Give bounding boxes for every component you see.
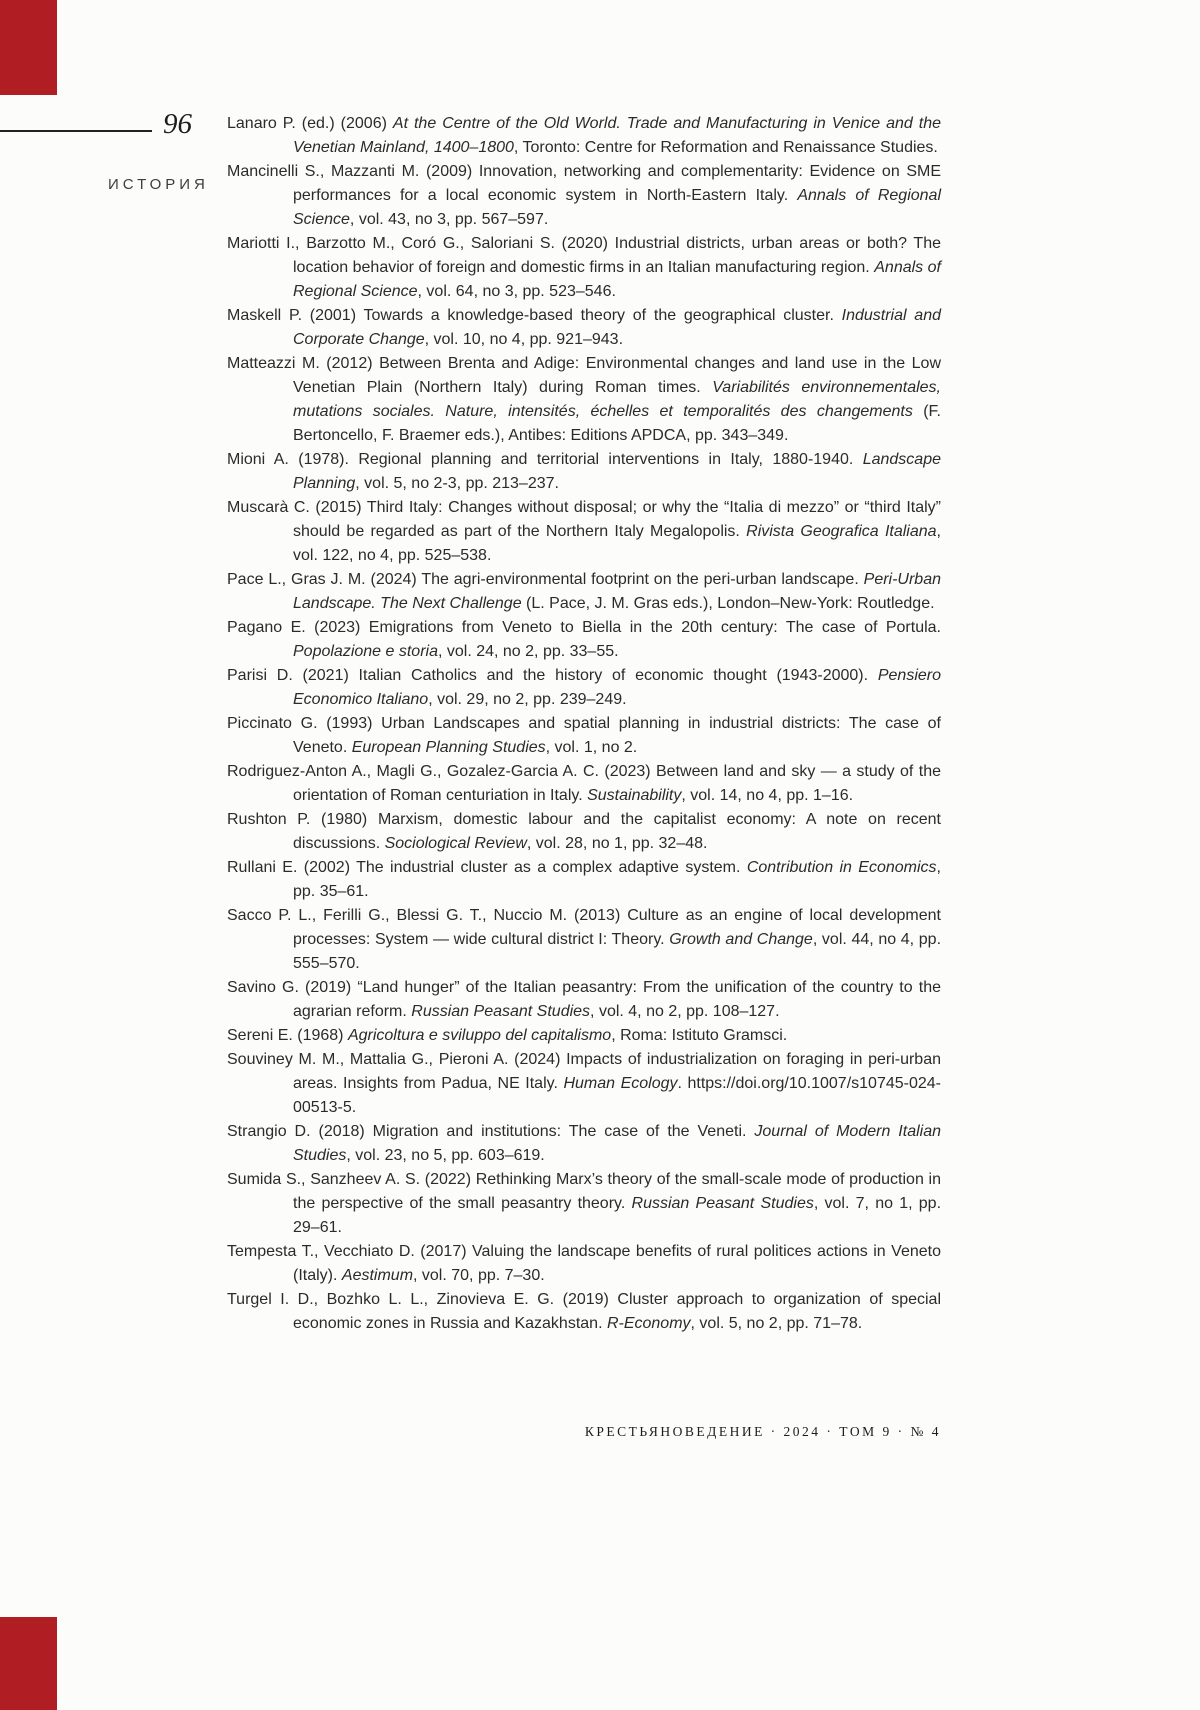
section-label: ИСТОРИЯ [108,176,209,193]
reference-text-segment: Mioni A. (1978). Regional planning and territorial interventions in Italy, 1880-1940. [227,451,863,468]
red-corner-top-decoration [0,0,57,95]
reference-text-segment: , vol. 23, no 5, pp. 603–619. [346,1147,545,1164]
reference-entry [227,1120,941,1168]
references-list [227,112,941,1336]
reference-text-segment: , vol. 70, pp. 7–30. [413,1267,545,1284]
reference-title-segment: Agricoltura e sviluppo del capitalismo [347,1027,612,1044]
reference-text-segment: , vol. 44, no 4, pp. 555–570. [293,931,942,972]
reference-text-segment: , vol. 28, no 1, pp. 32–48. [526,835,708,852]
reference-entry [227,1048,941,1120]
reference-title-segment: Contribution in Economics [746,859,937,876]
reference-text-segment: , vol. 29, no 2, pp. 239–249. [428,691,627,708]
reference-title-segment: Annals of Regional Science [293,187,942,228]
reference-text-segment: Sumida S., Sanzheev A. S. (2022) Rethinking Marx’s theory of the small-scale mode of production in the perspective of the small peasantry theory. [227,1171,941,1212]
red-corner-bottom-decoration [0,1617,57,1710]
reference-title-segment: European Planning Studies [351,739,546,756]
reference-text-segment: , vol. 4, no 2, pp. 108–127. [590,1003,780,1020]
reference-text-segment: Parisi D. (2021) Italian Catholics and the history of economic thought (1943-2000). [227,667,878,684]
reference-text-segment: Rodriguez-Anton A., Magli G., Gozalez-Garcia A. C. (2023) Between land and sky — a study of the orientation of Roman centuriation in Italy. [227,763,941,804]
reference-entry [227,1240,941,1288]
reference-text-segment: Maskell P. (2001) Towards a knowledge-based theory of the geographical cluster. [227,307,842,324]
reference-text-segment: , vol. 5, no 2-3, pp. 213–237. [355,475,559,492]
reference-entry [227,664,941,712]
reference-text-segment: , vol. 64, no 3, pp. 523–546. [417,283,616,300]
reference-text-segment: Pace L., Gras J. M. (2024) The agri-environmental footprint on the peri-urban landscape. [227,571,864,588]
reference-title-segment: Journal of Modern Italian Studies [293,1123,941,1164]
reference-text-segment: Tempesta T., Vecchiato D. (2017) Valuing the landscape benefits of rural politices actions in Veneto (Italy). [227,1243,941,1284]
reference-text-segment: Turgel I. D., Bozhko L. L., Zinovieva E. G. (2019) Cluster approach to organization of special economic zones in Russia and Kazakhstan. [227,1291,941,1332]
page-number: 96 [163,108,192,140]
reference-entry [227,448,941,496]
reference-text-segment: , vol. 5, no 2, pp. 71–78. [690,1315,863,1332]
reference-text-segment: Rullani E. (2002) The industrial cluster as a complex adaptive system. [227,859,747,876]
reference-entry [227,304,941,352]
reference-text-segment: (L. Pace, J. M. Gras eds.), London–New-York: Routledge. [521,595,935,612]
reference-text-segment: Muscarà C. (2015) Third Italy: Changes without disposal; or why the “Italia di mezzo” or “third Italy” should be regarded as part of the Northern Italy Megalopolis. [227,499,941,540]
reference-text-segment: Lanaro P. (ed.) (2006) [227,115,393,132]
reference-entry [227,568,941,616]
reference-title-segment: Popolazione e storia [293,643,438,660]
reference-text-segment: Sereni E. (1968) [227,1027,348,1044]
reference-text-segment: Piccinato G. (1993) Urban Landscapes and spatial planning in industrial districts: The case of Veneto. [227,715,941,756]
reference-title-segment: Rivista Geografica Italiana [746,523,937,540]
reference-entry [227,1288,941,1336]
reference-text-segment: Sacco P. L., Ferilli G., Blessi G. T., Nuccio M. (2013) Culture as an engine of local development processes: System — wide cultural district I: Theory. [227,907,941,948]
reference-text-segment: Matteazzi M. (2012) Between Brenta and Adige: Environmental changes and land use in the Low Venetian Plain (Northern Italy) during Roman times. [227,355,941,396]
reference-entry [227,616,941,664]
reference-text-segment: Souviney M. M., Mattalia G., Pieroni A. (2024) Impacts of industrialization on foraging in peri-urban areas. Insights from Padua, NE Italy. [227,1051,941,1092]
reference-title-segment: Russian Peasant Studies [411,1003,591,1020]
reference-entry [227,232,941,304]
reference-entry [227,904,941,976]
reference-text-segment: Pagano E. (2023) Emigrations from Veneto to Biella in the 20th century: The case of Portula. [227,619,941,636]
reference-entry [227,760,941,808]
reference-title-segment: Variabilités environnementales, mutations sociales. Nature, intensités, échelles et temporalités des changements [293,379,942,420]
reference-entry [227,160,941,232]
reference-title-segment: Pensiero Economico Italiano [293,667,941,708]
reference-entry [227,496,941,568]
reference-text-segment: . https://doi.org/10.1007/s10745-024-00513-5. [293,1075,941,1116]
reference-text-segment: , vol. 10, no 4, pp. 921–943. [424,331,624,348]
reference-text-segment: , vol. 122, no 4, pp. 525–538. [293,523,941,564]
reference-title-segment: Peri-Urban Landscape. The Next Challenge [293,571,941,612]
reference-title-segment: Annals of Regional Science [293,259,942,300]
reference-text-segment: Mancinelli S., Mazzanti M. (2009) Innovation, networking and complementarity: Evidence on SME performances for a local economic system in North-Eastern Italy. [227,163,941,204]
reference-text-segment: , Roma: Istituto Gramsci. [611,1027,788,1044]
reference-text-segment: , vol. 43, no 3, pp. 567–597. [349,211,549,228]
reference-entry [227,856,941,904]
reference-title-segment: Growth and Change [669,931,813,948]
reference-text-segment: Savino G. (2019) “Land hunger” of the Italian peasantry: From the unification of the country to the agrarian reform. [227,979,941,1020]
reference-text-segment: , vol. 7, no 1, pp. 29–61. [293,1195,942,1236]
reference-text-segment: , vol. 14, no 4, pp. 1–16. [681,787,854,804]
reference-entry [227,712,941,760]
reference-title-segment: R-Economy [606,1315,691,1332]
reference-title-segment: Industrial and Corporate Change [293,307,941,348]
reference-title-segment: Human Ecology [563,1075,678,1092]
reference-text-segment: Strangio D. (2018) Migration and institutions: The case of the Veneti. [227,1123,755,1140]
reference-entry [227,1168,941,1240]
reference-text-segment: Mariotti I., Barzotto M., Coró G., Saloriani S. (2020) Industrial districts, urban areas or both? The location behavior of foreign and domestic firms in an Italian manufacturing region. [227,235,941,276]
reference-title-segment: Russian Peasant Studies [631,1195,814,1212]
reference-title-segment: Aestimum [341,1267,414,1284]
journal-footer: КРЕСТЬЯНОВЕДЕНИЕ · 2024 · ТОМ 9 · № 4 [584,1424,941,1439]
reference-text-segment: (F. Bertoncello, F. Braemer eds.), Antibes: Editions APDCA, pp. 343–349. [293,403,942,444]
reference-title-segment: Sociological Review [384,835,527,852]
reference-entry [227,976,941,1024]
reference-title-segment: At the Centre of the Old World. Trade and Manufacturing in Venice and the Venetian Mainland, 1400–1800 [293,115,942,156]
reference-text-segment: , Toronto: Centre for Reformation and Renaissance Studies. [513,139,938,156]
reference-title-segment: Landscape Planning [293,451,941,492]
reference-text-segment: , pp. 35–61. [293,859,941,900]
reference-entry [227,1024,941,1048]
reference-entry [227,808,941,856]
reference-text-segment: Rushton P. (1980) Marxism, domestic labour and the capitalist economy: A note on recent discussions. [227,811,941,852]
reference-text-segment: , vol. 1, no 2. [545,739,638,756]
reference-entry [227,352,941,448]
reference-entry [227,112,941,160]
reference-title-segment: Sustainability [587,787,682,804]
reference-text-segment: , vol. 24, no 2, pp. 33–55. [437,643,619,660]
margin-rule-divider [0,130,152,132]
